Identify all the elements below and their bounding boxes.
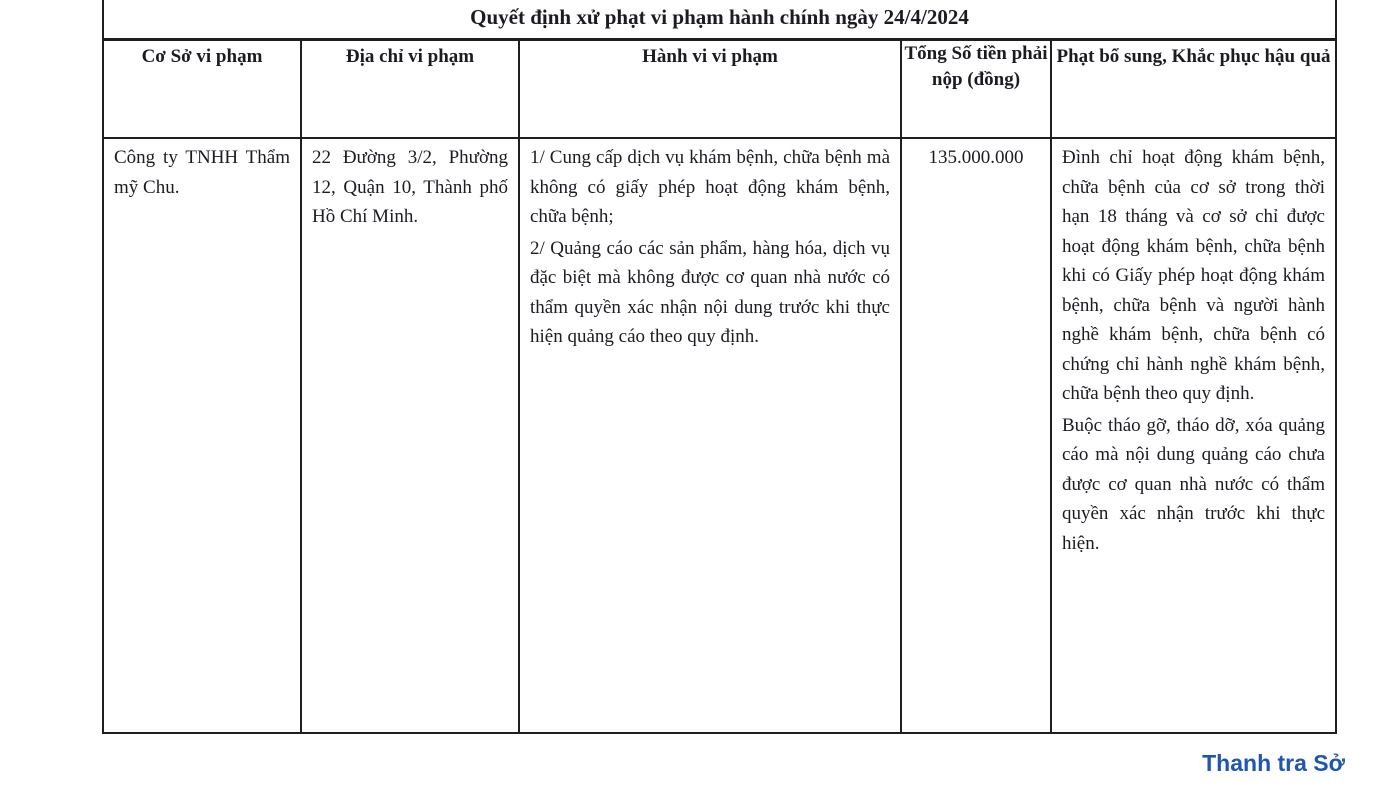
header-violation: Hành vi vi phạm [519, 40, 901, 139]
cell-penalties [1051, 138, 1336, 733]
cell-facility: Công ty TNHH Thẩm mỹ Chu. [103, 138, 301, 733]
violation-item-1: 1/ Cung cấp dịch vụ khám bệnh, chữa bệnh mà không có giấy phép hoạt động khám bệnh, chữa bệnh; [530, 147, 890, 227]
table-title-row [103, 0, 1336, 40]
cell-violations [519, 138, 901, 733]
header-facility: Cơ Sở vi phạm [103, 40, 301, 139]
cell-address: 22 Đường 3/2, Phường 12, Quận 10, Thành phố Hồ Chí Minh. [301, 138, 519, 733]
table-header-row [103, 40, 1336, 139]
table-row [103, 138, 1336, 733]
header-address: Địa chỉ vi phạm [301, 40, 519, 139]
violation-item-2: 2/ Quảng cáo các sản phẩm, hàng hóa, dịch vụ đặc biệt mà không được cơ quan nhà nước có thẩm quyền xác nhận nội dung trước khi thực hiện quảng cáo theo quy định. [530, 237, 890, 347]
penalty-item-1: Đình chỉ hoạt động khám bệnh, chữa bệnh của cơ sở trong thời hạn 18 tháng và cơ sở chỉ được hoạt động khám bệnh, chữa bệnh khi có Giấy phép hoạt động khám bệnh, chữa bệnh và người hành nghề khám bệnh, chữa bệnh có chứng chỉ hành nghề khám bệnh, chữa bệnh theo quy định. [1062, 147, 1325, 404]
penalty-decision-table [102, 0, 1337, 734]
penalty-item-2: Buộc tháo gỡ, tháo dỡ, xóa quảng cáo mà nội dung quảng cáo chưa được cơ quan nhà nước có thẩm quyền xác nhận trước khi thực hiện. [1062, 414, 1325, 554]
header-additional-penalty: Phạt bổ sung, Khắc phục hậu quả [1051, 40, 1336, 139]
header-amount: Tổng Số tiền phải nộp (đồng) [901, 40, 1051, 139]
table-title: Quyết định xử phạt vi phạm hành chính ngày 24/4/2024 [103, 0, 1336, 40]
cell-amount: 135.000.000 [901, 138, 1051, 733]
signature-line: Thanh tra Sở [1202, 750, 1345, 776]
